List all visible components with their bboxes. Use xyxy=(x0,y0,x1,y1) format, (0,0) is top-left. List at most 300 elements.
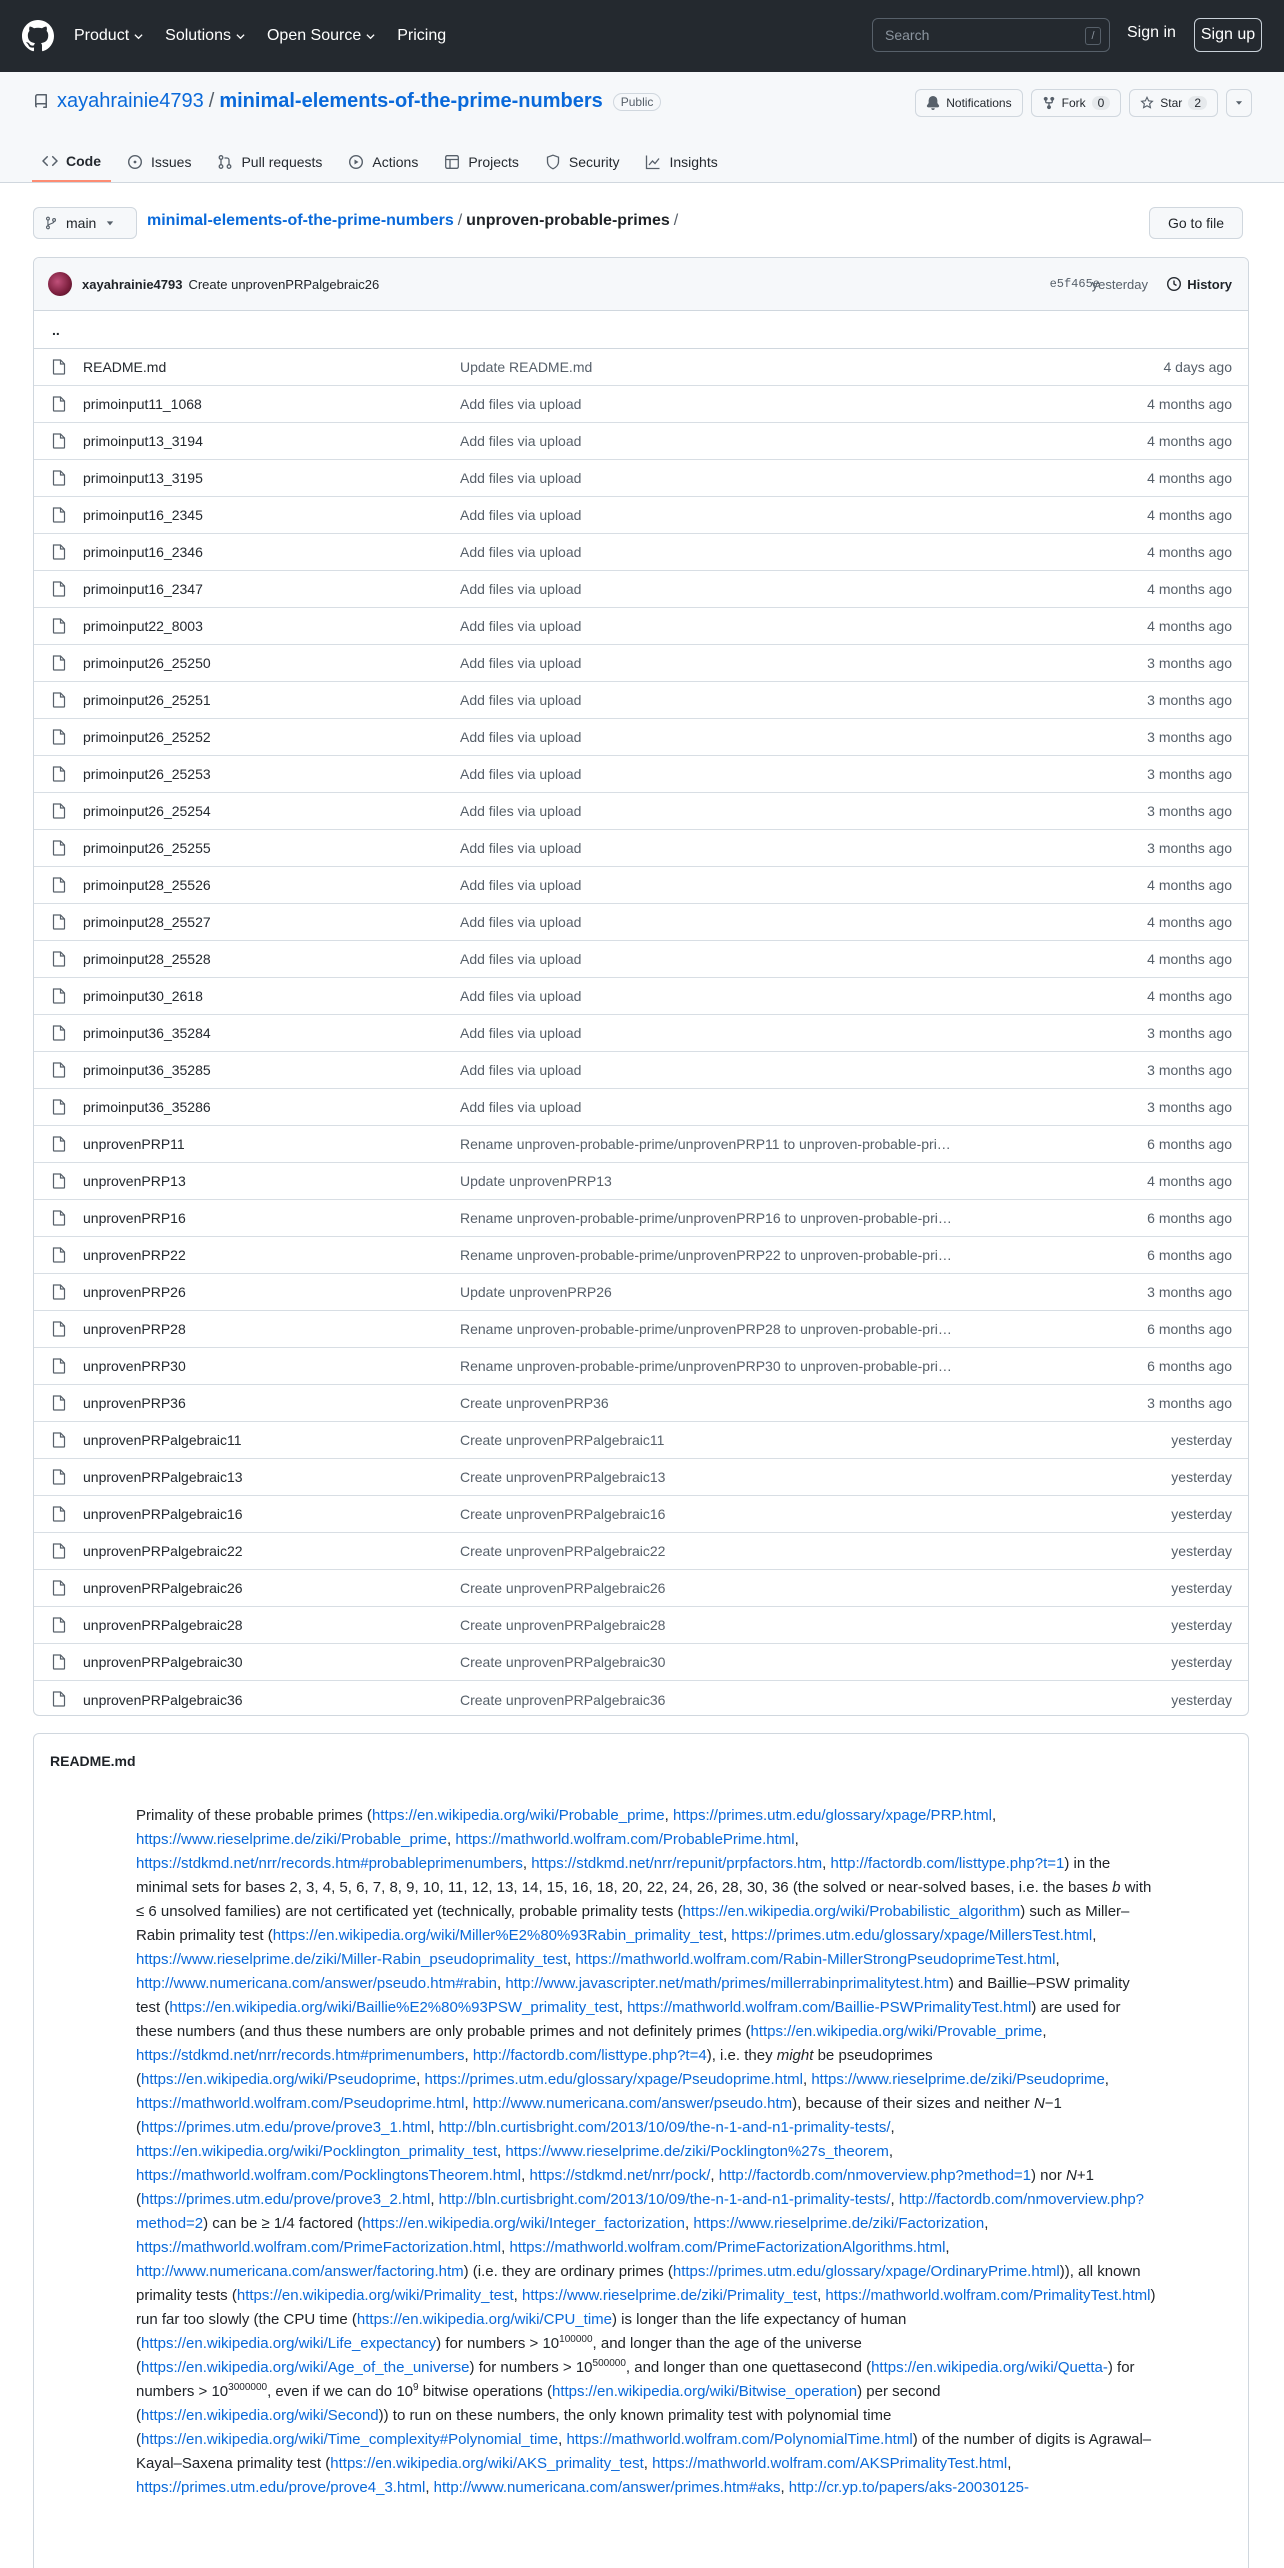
readme-link[interactable]: https://primes.utm.edu/prove/prove4_3.html xyxy=(136,2479,426,2496)
readme-link[interactable]: https://en.wikipedia.org/wiki/CPU_time xyxy=(356,2311,613,2328)
file-name-link[interactable]: unprovenPRP28 xyxy=(83,1321,186,1337)
table-row xyxy=(34,719,1248,756)
readme-link[interactable]: https://stdkmd.net/nrr/records.htm#primenumbers xyxy=(136,2047,465,2064)
readme-link[interactable]: https://en.wikipedia.org/wiki/AKS_primality_test xyxy=(330,2455,644,2472)
nav-open-source-label: Open Source xyxy=(266,27,362,44)
star-count: 2 xyxy=(1188,96,1207,110)
fork-count: 0 xyxy=(1092,96,1111,110)
readme-link[interactable]: http://factordb.com/nmoverview.php?method=1 xyxy=(718,2167,1032,2184)
file-name-link[interactable]: primoinput26_25253 xyxy=(83,766,211,782)
file-name-link[interactable]: unprovenPRPalgebraic36 xyxy=(83,1691,243,1708)
file-name-link[interactable]: primoinput28_25528 xyxy=(83,951,211,967)
readme-link[interactable]: https://en.wikipedia.org/wiki/Quetta- xyxy=(871,2359,1108,2376)
readme-link[interactable]: http://www.javascripter.net/math/primes/millerrabinprimalitytest.htm xyxy=(505,1975,949,1992)
readme-title[interactable]: README.md xyxy=(50,1752,136,1769)
file-commit-time: 3 months ago xyxy=(1147,1284,1232,1300)
file-icon xyxy=(52,1580,66,1596)
file-name-link[interactable]: unprovenPRP22 xyxy=(83,1247,186,1263)
file-name-link[interactable]: primoinput11_1068 xyxy=(83,396,202,412)
file-commit-time: yesterday xyxy=(1171,1691,1232,1708)
readme-link[interactable]: https://en.wikipedia.org/wiki/Primality_test xyxy=(236,2287,514,2304)
file-commit-message-link[interactable]: Add files via upload xyxy=(460,396,582,412)
notifications-button[interactable] xyxy=(915,89,1022,117)
tab-security[interactable] xyxy=(535,142,630,182)
file-name-link[interactable]: unprovenPRPalgebraic28 xyxy=(83,1617,243,1633)
readme-link[interactable]: https://primes.utm.edu/glossary/xpage/Pseudoprime.html xyxy=(424,2071,803,2088)
file-name-link[interactable]: primoinput36_35286 xyxy=(83,1099,211,1115)
shield-icon xyxy=(545,154,561,170)
readme-text: ) in the minimal sets for bases 2, 3, 4, 5, 6, 7, 8, 9, 10, 11, 12, 13, 14, 15, 16, 18, 20, 22, 24, 26, 28, 30, 36 (the solved or near-solved bases, i.e. the bases xyxy=(136,1855,1113,1896)
file-icon xyxy=(52,1062,66,1078)
readme-text: ) such as Miller–Rabin primality test ( xyxy=(136,1903,1130,1944)
file-icon xyxy=(52,1358,66,1374)
nav-pricing[interactable] xyxy=(397,27,446,45)
file-name-link[interactable]: unprovenPRP26 xyxy=(83,1284,186,1300)
file-icon xyxy=(52,877,66,893)
file-commit-message-link[interactable]: Create unprovenPRPalgebraic11 xyxy=(460,1432,665,1448)
file-name-link[interactable]: unprovenPRP16 xyxy=(83,1210,186,1226)
file-icon xyxy=(52,1136,66,1152)
readme-link[interactable]: https://primes.utm.edu/glossary/xpage/PRP.html xyxy=(672,1807,992,1824)
parent-directory-link[interactable]: .. xyxy=(34,311,1248,349)
file-commit-time: 4 months ago xyxy=(1147,877,1232,893)
repo-name-link[interactable]: minimal-elements-of-the-prime-numbers xyxy=(219,90,603,112)
table-row xyxy=(34,1163,1248,1200)
table-row xyxy=(34,1311,1248,1348)
table-row xyxy=(34,645,1248,682)
readme-link[interactable]: https://primes.utm.edu/prove/prove3_2.html xyxy=(141,2191,431,2208)
readme-link[interactable]: https://en.wikipedia.org/wiki/Time_complexity#Polynomial_time xyxy=(141,2431,559,2448)
code-icon xyxy=(42,153,58,169)
readme-link[interactable]: https://mathworld.wolfram.com/ProbablePrime.html xyxy=(455,1831,795,1848)
file-icon xyxy=(52,618,66,634)
file-commit-time: 3 months ago xyxy=(1147,766,1232,782)
file-commit-message-link[interactable]: Add files via upload xyxy=(460,766,582,782)
table-row xyxy=(34,1533,1248,1570)
readme-link[interactable]: https://mathworld.wolfram.com/Pseudoprime.html xyxy=(136,2095,465,2112)
star-dropdown-button[interactable] xyxy=(1226,89,1252,117)
readme-exponent: 100000 xyxy=(559,2334,593,2345)
file-icon xyxy=(52,1469,66,1485)
play-icon xyxy=(348,154,364,170)
file-icon xyxy=(52,988,66,1004)
file-commit-time: yesterday xyxy=(1171,1432,1232,1448)
table-row xyxy=(34,941,1248,978)
sign-up-button[interactable]: Sign up xyxy=(1194,18,1262,52)
readme-link[interactable]: https://stdkmd.net/nrr/repunit/prpfactors.htm xyxy=(531,1855,823,1872)
file-commit-message-link[interactable]: Create unprovenPRP36 xyxy=(460,1395,609,1411)
readme-link[interactable]: https://en.wikipedia.org/wiki/Miller%E2%80%93Rabin_primality_test xyxy=(272,1927,723,1944)
readme-text: )), all known primality tests ( xyxy=(136,2263,1141,2304)
file-commit-time: 3 months ago xyxy=(1147,1099,1232,1115)
file-commit-time: 4 months ago xyxy=(1147,470,1232,486)
table-row xyxy=(34,349,1248,386)
file-commit-message-link[interactable]: Add files via upload xyxy=(460,692,582,708)
readme-text: , even if we can do 10 xyxy=(267,2383,414,2400)
file-name-link[interactable]: primoinput30_2618 xyxy=(83,988,203,1004)
commit-sha-link[interactable]: e5f465e xyxy=(1049,277,1100,291)
file-name-link[interactable]: primoinput16_2347 xyxy=(83,581,203,597)
file-icon xyxy=(52,840,66,856)
bell-icon xyxy=(926,96,940,110)
readme-link[interactable]: https://www.rieselprime.de/ziki/Factorization xyxy=(693,2215,985,2232)
file-commit-message-link[interactable]: Update unprovenPRP13 xyxy=(460,1173,612,1189)
file-commit-time: 3 months ago xyxy=(1147,1025,1232,1041)
file-commit-message-link[interactable]: Add files via upload xyxy=(460,581,582,597)
file-name-link[interactable]: unprovenPRPalgebraic30 xyxy=(83,1654,243,1670)
github-logo-icon[interactable] xyxy=(22,20,54,52)
table-row xyxy=(34,1348,1248,1385)
file-commit-time: 6 months ago xyxy=(1147,1247,1232,1263)
readme-link[interactable]: https://primes.utm.edu/glossary/xpage/MillersTest.html xyxy=(731,1927,1093,1944)
readme-body: Primality of these probable primes (https://en.wikipedia.org/wiki/Probable_prime, https://primes.utm.edu/glossary/xpage/PRP.html, https://www.rieselprime.de/ziki/Probable_prime, https://mathworld.wolfram.com/ProbablePrime.html, https://stdkmd.net/nrr/records.htm#probableprimenumbers, https://stdkmd.net/nrr/repunit/prpfactors.htm, http://factordb.com/listtype.php?t=1) in the minimal sets for bases 2, 3, 4, 5, 6, 7, 8, 9, 10, 11, 12, 13, 14, 15, 16, 18, 20, 22, 24, 26, 28, 30, 36 (the solved or near-solved bases, i.e. the bases b with ≤ 6 unsolved families) are not certificated yet (technically, probable primality tests (https://en.wikipedia.org/wiki/Probabilistic_algorithm) such as Miller–Rabin primality test (https://en.wikipedia.org/wiki/Miller%E2%80%93Rabin_primality_test, https://primes.utm.edu/glossary/xpage/MillersTest.html, https://www.rieselprime.de/ziki/Miller-Rabin_pseudoprimality_test, https://mathworld.wolfram.com/Rabin-MillerStrongPseudoprimeTest.html, http://www.numericana.com/answer/pseudo.htm#rabin, http://www.javascripter.net/math/primes/millerrabinprimalitytest.htm) and Baillie–PSW primality test (https://en.wikipedia.org/wiki/Baillie%E2%80%93PSW_primality_test, https://mathworld.wolfram.com/Baillie-PSWPrimalityTest.html) are used for these numbers (and thus these numbers are only probable primes and not definitely primes (https://en.wikipedia.org/wiki/Provable_prime, https://stdkmd.net/nrr/records.htm#primenumbers, http://factordb.com/listtype.php?t=4), i.e. they might be pseudoprimes (https://en.wikipedia.org/wiki/Pseudoprime, https://primes.utm.edu/glossary/xpage/Pseudoprime.html, https://www.rieselprime.de/ziki/Pseudoprime, https://mathworld.wolfram.com/Pseudoprime.html, http://www.numericana.com/answer/pseudo.htm), because of their sizes and neither N−1 (https://primes.utm.edu/prove/prove3_1.html, http://bln.curtisbright.com/2013/10/09/the-n-1-and-n1-primality-tests/, https://en.wikipedia.org/wiki/Pocklington_primality_test, https://www.rieselprime.de/ziki/Pocklington%27s_theorem, https://mathworld.wolfram.com/PocklingtonsTheorem.html, https://stdkmd.net/nrr/pock/, http://factordb.com/nmoverview.php?method=1) nor N+1 (https://primes.utm.edu/prove/prove3_2.html, http://bln.curtisbright.com/2013/10/09/the-n-1-and-n1-primality-tests/, http://factordb.com/nmoverview.php?method=2) can be ≥ 1/4 factored (https://en.wikipedia.org/wiki/Integer_factorization, https://www.rieselprime.de/ziki/Factorization, https://mathworld.wolfram.com/PrimeFactorization.html, https://mathworld.wolfram.com/PrimeFactorizationAlgorithms.html, http://www.numericana.com/answer/factoring.htm) (i.e. they are ordinary primes (https://primes.utm.edu/glossary/xpage/OrdinaryPrime.html)), all known primality tests (https://en.wikipedia.org/wiki/Primality_test, https://www.rieselprime.de/ziki/Primality_test, https://mathworld.wolfram.com/PrimalityTest.html) run far too slowly (the CPU time (https://en.wikipedia.org/wiki/CPU_time) is longer than the life expectancy of human (https://en.wikipedia.org/wiki/Life_expectancy) for numbers > $10^{100000}$, and longer than the age of the universe (https://en.wikipedia.org/wiki/Age_of_the_universe) for numbers > $10^{500000}$, and longer than one quettasecond (https://en.wikipedia.org/wiki/Quetta-) for numbers > $10^{3000000}$, even if we can do $10^9$ bitwise operations (https://en.wikipedia.org/wiki/Bitwise_operation) per second (https://en.wikipedia.org/wiki/Second)) to run on these numbers, the only known primality test with polynomial time (https://en.wikipedia.org/wiki/Time_complexity#Polynomial_time, https://mathworld.wolfram.com/PolynomialTime.html) of the number of digits is Agrawal–Kayal–Saxena primality test (https://en.wikipedia.org/wiki/AKS_primality_test, https://mathworld.wolfram.com/AKSPrimalityTest.html, https://primes.utm.edu/prove/prove4_3.html, http://www.numericana.com/answer/primes.htm#aks, http://cr.yp.to/papers/aks-20030125- xyxy=(136,1807,1156,2496)
file-commit-time: 3 months ago xyxy=(1147,803,1232,819)
commit-author-link[interactable]: xayahrainie4793 xyxy=(82,276,183,292)
file-name-link[interactable]: unprovenPRPalgebraic22 xyxy=(83,1543,243,1559)
tab-code[interactable] xyxy=(32,142,111,182)
sign-in-link[interactable]: Sign in xyxy=(1127,24,1176,41)
file-name-link[interactable]: unprovenPRP11 xyxy=(83,1136,185,1152)
file-name-link[interactable]: primoinput26_25255 xyxy=(83,840,211,856)
file-commit-time: 3 months ago xyxy=(1147,692,1232,708)
file-icon xyxy=(52,359,66,375)
file-commit-time: 3 months ago xyxy=(1147,840,1232,856)
file-name-link[interactable]: primoinput28_25527 xyxy=(83,914,211,930)
file-name-link[interactable]: primoinput36_35284 xyxy=(83,1025,211,1041)
tab-projects[interactable] xyxy=(434,142,529,182)
file-name-link[interactable]: primoinput26_25254 xyxy=(83,803,211,819)
nav-product-label: Product xyxy=(74,27,130,44)
nav-solutions[interactable] xyxy=(165,27,245,45)
readme-link[interactable]: http://www.numericana.com/answer/primes.htm#aks xyxy=(433,2479,781,2496)
file-commit-message-link[interactable]: Add files via upload xyxy=(460,1099,582,1115)
readme-link[interactable]: http://www.numericana.com/answer/factoring.htm xyxy=(136,2263,464,2280)
file-commit-time: 4 months ago xyxy=(1147,914,1232,930)
readme-text: N xyxy=(1033,2095,1045,2112)
fork-label: Fork xyxy=(1061,96,1086,110)
breadcrumb-current-dir: unproven-probable-primes xyxy=(466,212,670,229)
readme-text: ) of the number of digits is Agrawal–Kayal–Saxena primality test ( xyxy=(136,2431,1152,2472)
table-row xyxy=(34,534,1248,571)
file-commit-time: 4 months ago xyxy=(1147,988,1232,1004)
file-icon xyxy=(52,1173,66,1189)
readme-exponent: 9 xyxy=(413,2382,419,2393)
readme-link[interactable]: http://factordb.com/listtype.php?t=4 xyxy=(472,2047,707,2064)
file-name-link[interactable]: primoinput13_3195 xyxy=(83,470,203,486)
avatar[interactable] xyxy=(48,272,72,296)
file-icon xyxy=(52,581,66,597)
nav-product[interactable] xyxy=(74,27,143,45)
file-name-link[interactable]: unprovenPRP30 xyxy=(83,1358,186,1374)
table-row xyxy=(34,904,1248,941)
readme-link[interactable]: https://mathworld.wolfram.com/AKSPrimalityTest.html xyxy=(652,2455,1008,2472)
table-row xyxy=(34,1385,1248,1422)
file-commit-message-link[interactable]: Create unprovenPRPalgebraic16 xyxy=(460,1506,666,1522)
file-name-link[interactable]: primoinput28_25526 xyxy=(83,877,211,893)
notifications-label: Notifications xyxy=(946,96,1012,110)
file-name-link[interactable]: primoinput16_2345 xyxy=(83,507,203,523)
readme-link[interactable]: https://mathworld.wolfram.com/PocklingtonsTheorem.html xyxy=(136,2167,522,2184)
table-row xyxy=(34,1459,1248,1496)
table-row xyxy=(34,423,1248,460)
file-commit-message-link[interactable]: Create unprovenPRPalgebraic26 xyxy=(460,1580,666,1596)
readme-link[interactable]: http://factordb.com/listtype.php?t=1 xyxy=(830,1855,1065,1872)
table-row xyxy=(34,1089,1248,1126)
readme-link[interactable]: https://mathworld.wolfram.com/PolynomialTime.html xyxy=(566,2431,913,2448)
file-icon xyxy=(52,1617,66,1633)
nav-solutions-label: Solutions xyxy=(165,27,231,44)
file-name-link[interactable]: unprovenPRPalgebraic11 xyxy=(83,1432,242,1448)
file-name-link[interactable]: unprovenPRPalgebraic16 xyxy=(83,1506,243,1522)
file-commit-message-link[interactable]: Add files via upload xyxy=(460,655,582,671)
pull-request-icon xyxy=(217,154,233,170)
history-icon xyxy=(1166,276,1182,292)
readme-link[interactable]: https://www.rieselprime.de/ziki/Probable_prime xyxy=(136,1831,447,1848)
branch-icon xyxy=(44,216,58,230)
breadcrumb-separator: / xyxy=(457,212,463,229)
table-row xyxy=(34,1644,1248,1681)
file-icon xyxy=(52,396,66,412)
file-icon xyxy=(52,1506,66,1522)
file-name-link[interactable]: primoinput13_3194 xyxy=(83,433,203,449)
tab-pull-requests[interactable] xyxy=(207,142,332,182)
readme-link[interactable]: https://stdkmd.net/nrr/records.htm#probableprimenumbers xyxy=(136,1855,523,1872)
file-commit-message-link[interactable]: Create unprovenPRPalgebraic36 xyxy=(460,1691,666,1708)
file-name-link[interactable]: primoinput22_8003 xyxy=(83,618,203,634)
tab-actions[interactable] xyxy=(338,142,428,182)
file-icon xyxy=(52,803,66,819)
readme-link[interactable]: http://factordb.com/nmoverview.php?method=2 xyxy=(136,2191,1145,2232)
star-button[interactable] xyxy=(1129,89,1218,117)
file-commit-message-link[interactable]: Add files via upload xyxy=(460,618,582,634)
file-commit-message-link[interactable]: Update README.md xyxy=(460,359,593,375)
readme-text: be pseudoprimes ( xyxy=(136,2047,933,2088)
tab-insights[interactable] xyxy=(635,142,727,182)
readme-link[interactable]: https://en.wikipedia.org/wiki/Second xyxy=(141,2407,379,2424)
file-commit-message-link[interactable]: Add files via upload xyxy=(460,729,582,745)
readme-link[interactable]: https://mathworld.wolfram.com/Rabin-MillerStrongPseudoprimeTest.html xyxy=(575,1951,1056,1968)
readme-link[interactable]: https://mathworld.wolfram.com/PrimalityTest.html xyxy=(825,2287,1151,2304)
file-commit-message-link[interactable]: Add files via upload xyxy=(460,840,582,856)
file-name-link[interactable]: primoinput26_25250 xyxy=(83,655,211,671)
table-row xyxy=(34,608,1248,645)
readme-text: ) for numbers > 10 xyxy=(136,2359,1135,2400)
table-row xyxy=(34,1200,1248,1237)
readme-link[interactable]: https://en.wikipedia.org/wiki/Baillie%E2%80%93PSW_primality_test xyxy=(169,1999,619,2016)
file-commit-message-link[interactable]: Add files via upload xyxy=(460,951,582,967)
readme-text: N xyxy=(1066,2167,1077,2184)
file-icon xyxy=(52,1543,66,1559)
table-row xyxy=(34,1126,1248,1163)
readme-exponent: 500000 xyxy=(592,2358,626,2369)
file-commit-message-link[interactable]: Add files via upload xyxy=(460,544,582,560)
file-commit-message-link[interactable]: Add files via upload xyxy=(460,914,582,930)
file-name-link[interactable]: unprovenPRPalgebraic26 xyxy=(83,1580,243,1596)
file-icon xyxy=(52,544,66,560)
file-listing xyxy=(33,257,1249,1716)
readme-link[interactable]: https://mathworld.wolfram.com/PrimeFactorizationAlgorithms.html xyxy=(509,2239,946,2256)
repo-owner-link[interactable]: xayahrainie4793 xyxy=(57,90,204,112)
table-row xyxy=(34,978,1248,1015)
file-commit-time: 3 months ago xyxy=(1147,729,1232,745)
file-commit-message-link[interactable]: Add files via upload xyxy=(460,803,582,819)
file-commit-message-link[interactable]: Rename unproven-probable-prime/unprovenPRP22 to unproven-probable-pri… xyxy=(460,1247,952,1263)
breadcrumb-trailing-separator: / xyxy=(673,212,679,229)
readme-link[interactable]: https://www.rieselprime.de/ziki/Pocklington%27s_theorem xyxy=(505,2143,889,2160)
nav-open-source[interactable] xyxy=(267,27,375,45)
tab-code-label: Code xyxy=(66,153,101,169)
go-to-file-button[interactable]: Go to file xyxy=(1149,207,1243,239)
file-commit-message-link[interactable]: Create unprovenPRPalgebraic22 xyxy=(460,1543,666,1559)
file-commit-message-link[interactable]: Create unprovenPRPalgebraic28 xyxy=(460,1617,666,1633)
file-commit-time: yesterday xyxy=(1171,1543,1232,1559)
readme-link[interactable]: https://primes.utm.edu/prove/prove3_1.html xyxy=(141,2119,431,2136)
file-commit-time: 3 months ago xyxy=(1147,655,1232,671)
file-commit-time: 4 months ago xyxy=(1147,1173,1232,1189)
table-row xyxy=(34,756,1248,793)
table-icon xyxy=(444,154,460,170)
readme-text: ), because of their sizes and neither xyxy=(792,2095,1034,2112)
readme-link[interactable]: https://en.wikipedia.org/wiki/Pseudoprime xyxy=(141,2071,417,2088)
readme-link[interactable]: https://en.wikipedia.org/wiki/Life_expectancy xyxy=(141,2335,437,2352)
file-commit-time: 3 months ago xyxy=(1147,1062,1232,1078)
file-commit-time: yesterday xyxy=(1171,1580,1232,1596)
file-commit-message-link[interactable]: Add files via upload xyxy=(460,1025,582,1041)
file-icon xyxy=(52,1432,66,1448)
graph-icon xyxy=(645,154,661,170)
file-commit-time: 4 months ago xyxy=(1147,396,1232,412)
readme-link[interactable]: http://bln.curtisbright.com/2013/10/09/the-n-1-and-n1-primality-tests/ xyxy=(438,2191,891,2208)
table-row xyxy=(34,1570,1248,1607)
file-icon xyxy=(52,1395,66,1411)
file-commit-time: 4 months ago xyxy=(1147,544,1232,560)
readme-link[interactable]: https://en.wikipedia.org/wiki/Age_of_the_universe xyxy=(141,2359,470,2376)
readme-link[interactable]: https://mathworld.wolfram.com/Baillie-PSWPrimalityTest.html xyxy=(627,1999,1032,2016)
file-commit-message-link[interactable]: Add files via upload xyxy=(460,507,582,523)
commit-message-link[interactable]: Create unprovenPRPalgebraic26 xyxy=(188,276,380,292)
repo-tabs xyxy=(32,142,734,183)
readme-text: ), i.e. they xyxy=(706,2047,777,2064)
table-row xyxy=(34,1015,1248,1052)
readme-link[interactable]: http://www.numericana.com/answer/pseudo.htm#rabin xyxy=(136,1975,498,1992)
history-link[interactable] xyxy=(1166,276,1232,292)
file-name-link[interactable]: README.md xyxy=(83,359,167,375)
file-commit-message-link[interactable]: Create unprovenPRPalgebraic13 xyxy=(460,1469,666,1485)
breadcrumb xyxy=(147,212,682,230)
file-commit-message-link[interactable]: Add files via upload xyxy=(460,470,582,486)
breadcrumb-repo-link[interactable]: minimal-elements-of-the-prime-numbers xyxy=(147,212,454,229)
file-icon xyxy=(52,951,66,967)
file-icon xyxy=(52,1321,66,1337)
readme-link[interactable]: http://www.numericana.com/answer/pseudo.htm xyxy=(472,2095,793,2112)
file-name-link[interactable]: primoinput36_35285 xyxy=(83,1062,211,1078)
file-icon xyxy=(52,1247,66,1263)
file-commit-message-link[interactable]: Add files via upload xyxy=(460,877,582,893)
readme-exponent: 3000000 xyxy=(228,2382,268,2393)
chevron-down-icon xyxy=(236,32,245,41)
file-commit-message-link[interactable]: Rename unproven-probable-prime/unprovenPRP30 to unproven-probable-pri… xyxy=(460,1358,952,1374)
branch-select-button[interactable] xyxy=(33,207,137,239)
fork-button[interactable] xyxy=(1031,89,1122,117)
readme-link[interactable]: https://primes.utm.edu/glossary/xpage/OrdinaryPrime.html xyxy=(672,2263,1060,2280)
repo-actions xyxy=(907,89,1252,117)
file-name-link[interactable]: unprovenPRPalgebraic13 xyxy=(83,1469,243,1485)
readme-link[interactable]: https://en.wikipedia.org/wiki/Provable_prime xyxy=(750,2023,1043,2040)
file-commit-message-link[interactable]: Rename unproven-probable-prime/unprovenPRP11 to unproven-probable-pri… xyxy=(460,1136,951,1152)
readme-link[interactable]: https://en.wikipedia.org/wiki/Integer_factorization xyxy=(362,2215,685,2232)
caret-down-icon xyxy=(1232,96,1246,110)
readme-link[interactable]: https://en.wikipedia.org/wiki/Pocklington_primality_test xyxy=(136,2143,498,2160)
readme-text: b xyxy=(1112,1879,1121,1896)
file-commit-message-link[interactable]: Add files via upload xyxy=(460,988,582,1004)
table-row xyxy=(34,830,1248,867)
file-commit-message-link[interactable]: Create unprovenPRPalgebraic30 xyxy=(460,1654,666,1670)
file-commit-message-link[interactable]: Add files via upload xyxy=(460,1062,582,1078)
search-input[interactable] xyxy=(872,18,1110,52)
file-name-link[interactable]: unprovenPRP13 xyxy=(83,1173,186,1189)
file-commit-message-link[interactable]: Rename unproven-probable-prime/unprovenPRP28 to unproven-probable-pri… xyxy=(460,1321,952,1337)
file-name-link[interactable]: unprovenPRP36 xyxy=(83,1395,186,1411)
readme-link[interactable]: https://mathworld.wolfram.com/PrimeFactorization.html xyxy=(136,2239,502,2256)
table-row xyxy=(34,386,1248,423)
file-icon xyxy=(52,1284,66,1300)
file-name-link[interactable]: primoinput26_25251 xyxy=(83,692,211,708)
readme-text: ) is longer than the life expectancy of human ( xyxy=(136,2311,907,2352)
file-icon xyxy=(52,470,66,486)
search-placeholder: Search xyxy=(885,27,930,43)
readme-text: ) for numbers > 10 xyxy=(436,2335,560,2352)
readme-text: ) per second ( xyxy=(136,2383,941,2424)
file-commit-time: yesterday xyxy=(1171,1506,1232,1522)
file-name-link[interactable]: primoinput26_25252 xyxy=(83,729,211,745)
main-nav xyxy=(74,27,468,45)
tab-projects-label: Projects xyxy=(468,154,519,170)
file-commit-time: yesterday xyxy=(1171,1654,1232,1670)
readme-link[interactable]: http://bln.curtisbright.com/2013/10/09/the-n-1-and-n1-primality-tests/ xyxy=(438,2119,891,2136)
readme-text: Primality of these probable primes ( xyxy=(136,1807,372,1824)
file-name-link[interactable]: primoinput16_2346 xyxy=(83,544,203,560)
readme-link[interactable]: https://www.rieselprime.de/ziki/Primality_test xyxy=(521,2287,818,2304)
readme-link[interactable]: https://www.rieselprime.de/ziki/Pseudoprime xyxy=(811,2071,1105,2088)
star-label: Star xyxy=(1160,96,1183,110)
history-label: History xyxy=(1187,276,1232,292)
file-commit-time: 4 months ago xyxy=(1147,433,1232,449)
readme-link[interactable]: http://cr.yp.to/papers/aks-20030125- xyxy=(788,2479,1029,2496)
readme-text: +1 ( xyxy=(136,2167,1094,2208)
table-row xyxy=(34,1607,1248,1644)
file-commit-message-link[interactable]: Add files via upload xyxy=(460,433,582,449)
readme-link[interactable]: https://stdkmd.net/nrr/pock/ xyxy=(529,2167,711,2184)
readme-link[interactable]: https://www.rieselprime.de/ziki/Miller-Rabin_pseudoprimality_test xyxy=(136,1951,567,1968)
file-commit-message-link[interactable]: Rename unproven-probable-prime/unprovenPRP16 to unproven-probable-pri… xyxy=(460,1210,952,1226)
table-row xyxy=(34,793,1248,830)
table-row xyxy=(34,1052,1248,1089)
file-icon xyxy=(52,914,66,930)
readme-link[interactable]: https://en.wikipedia.org/wiki/Probabilistic_algorithm xyxy=(682,1903,1021,1920)
readme-link[interactable]: https://en.wikipedia.org/wiki/Probable_prime xyxy=(371,1807,665,1824)
tab-security-label: Security xyxy=(568,154,620,170)
file-icon xyxy=(52,729,66,745)
file-commit-time: 6 months ago xyxy=(1147,1136,1232,1152)
file-commit-time: 6 months ago xyxy=(1147,1321,1232,1337)
readme-link[interactable]: https://en.wikipedia.org/wiki/Bitwise_operation xyxy=(551,2383,858,2400)
readme-text: −1 ( xyxy=(136,2095,1062,2136)
table-row xyxy=(34,460,1248,497)
tab-issues[interactable] xyxy=(117,142,201,182)
file-icon xyxy=(52,433,66,449)
file-commit-message-link[interactable]: Update unprovenPRP26 xyxy=(460,1284,612,1300)
file-icon xyxy=(52,1654,66,1670)
